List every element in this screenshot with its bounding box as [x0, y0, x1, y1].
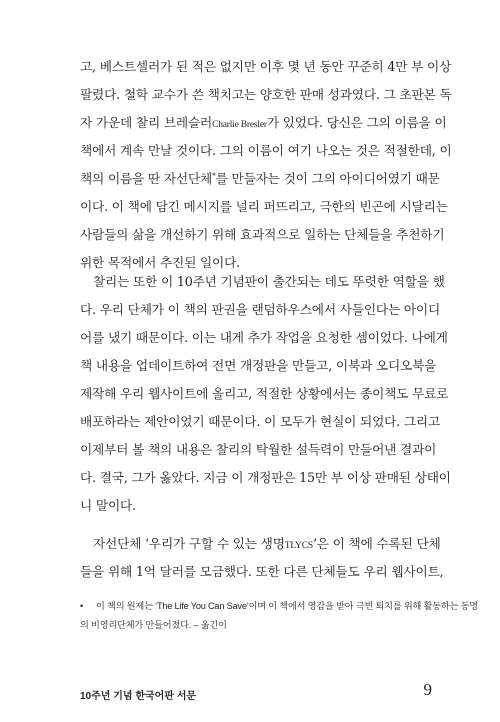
- footnote: [80, 597, 478, 635]
- text-line: 위한 목적에서 추진된 일이다.: [80, 255, 241, 270]
- text-line: 니 말이다.: [80, 498, 136, 513]
- text-line: 이제부터 볼 책의 내용은 찰리의 탁월한 설득력이 만들어낸 결과이: [80, 442, 437, 457]
- text-span: ’은 이 책에 수록된 단체: [312, 536, 441, 551]
- paragraph-2: [80, 268, 451, 520]
- text-line: 사람들의 삶을 개선하기 위해 효과적으로 일하는 단체들을 추천하기: [80, 227, 445, 242]
- footnote-text: 이 책의 원제는 ‘The Life You Can Save’이며 이 책에서 영감을 받아 극빈 퇴치를 위해 활동하는 동명: [96, 601, 478, 611]
- text-line: 찰리는 또한 이 10주년 기념판이 출간되는 데도 뚜렷한 역할을 했: [93, 274, 445, 289]
- paragraph-1: [80, 53, 452, 277]
- text-span: 자 가운데 찰리 브레슬러: [80, 115, 213, 130]
- text-line: 다. 결국, 그가 옳았다. 지금 이 개정판은 15만 부 이상 판매된 상태이: [80, 470, 451, 485]
- bullet-icon: •: [80, 601, 84, 611]
- text-line: [80, 165, 440, 193]
- footnote-line: [80, 597, 478, 616]
- text-line: 배포하라는 제안이었기 때문이다. 이 모두가 현실이 되었다. 그리고: [80, 414, 441, 429]
- running-title: 10주년 기념 한국어판 서문: [80, 691, 197, 702]
- text-line: 제작해 우리 웹사이트에 올리고, 적절한 상황에서는 종이책도 무료로: [80, 386, 449, 401]
- abbreviation: TLYCS: [284, 541, 313, 551]
- text-span: 자선단체 ‘우리가 구할 수 있는 생명: [93, 536, 285, 551]
- text-line: 책 내용을 업데이트하여 전면 개정판을 만들고, 이북과 오디오북을: [80, 358, 437, 373]
- text-span: 책의 이름을 딴 자선단체: [80, 171, 213, 186]
- text-line: [80, 109, 447, 137]
- text-line: 다. 우리 단체가 이 책의 판권을 랜덤하우스에서 사들인다는 아이디: [80, 302, 441, 317]
- footnote-mark: *: [212, 170, 216, 180]
- text-line: [80, 530, 441, 558]
- page-number: 9: [423, 680, 432, 699]
- text-line: 들을 위해 1억 달러를 모금했다. 또한 다른 단체들도 우리 웹사이트,: [80, 564, 444, 579]
- text-span: 를 만들자는 것이 그의 아이디어였기 때문: [215, 171, 440, 186]
- paragraph-3: [80, 530, 444, 586]
- latin-name: Charlie Bresler: [212, 120, 267, 130]
- text-line: 팔렸다. 철학 교수가 쓴 책치고는 양호한 판매 성과였다. 그 초판본 독: [80, 87, 452, 102]
- text-line: 이다. 이 책에 담긴 메시지를 널리 퍼뜨리고, 극한의 빈곤에 시달리는: [80, 199, 448, 214]
- text-line: 고, 베스트셀러가 된 적은 없지만 이후 몇 년 동안 꾸준히 4만 부 이상: [80, 59, 452, 74]
- text-line: 어를 냈기 때문이다. 이는 내게 추가 작업을 요청한 셈이었다. 나에게: [80, 330, 448, 345]
- footnote-line: 의 비영리단체가 만들어졌다. – 옮긴이: [80, 620, 227, 630]
- text-span: 가 있었다. 당신은 그의 이름을 이: [266, 115, 447, 130]
- text-line: 책에서 계속 만날 것이다. 그의 이름이 여기 나오는 것은 적절한데, 이: [80, 143, 452, 158]
